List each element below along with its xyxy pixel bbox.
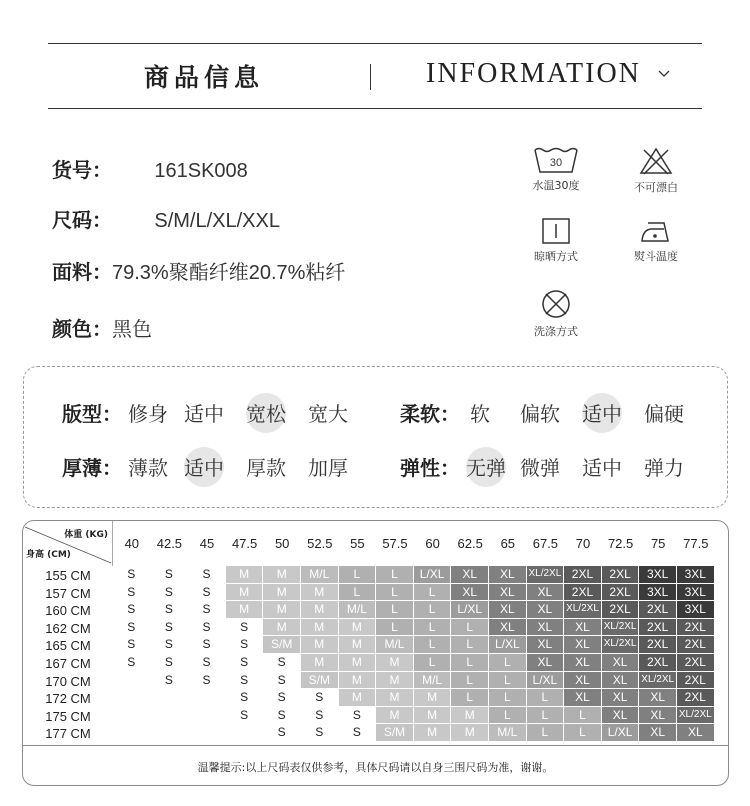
size-chart-footer-rule <box>23 745 728 746</box>
size-cell <box>188 707 226 725</box>
size-cell: XL <box>564 689 602 707</box>
header-divider <box>370 64 371 90</box>
weight-column-header: 77.5 <box>683 536 709 551</box>
size-cell: M <box>301 636 339 654</box>
size-cell: S <box>226 654 264 672</box>
iron-caption: 熨斗温度 <box>634 250 678 263</box>
size-cell: 2XL <box>639 654 677 672</box>
size-cell: M <box>451 707 489 725</box>
size-cell: S <box>151 636 189 654</box>
size-cell <box>113 707 151 725</box>
height-row-header: 170 CM <box>45 673 91 689</box>
size-cell: L <box>564 724 602 742</box>
attr-thickness-option: 薄款 <box>128 456 168 480</box>
size-cell: M <box>376 672 414 690</box>
attr-elasticity-option: 适中 <box>582 456 622 480</box>
size-chart-note: 温馨提示:以上尺码表仅供参考，具体尺码请以自身三围尺码为准，谢谢。 <box>197 761 554 774</box>
attr-softness-option: 软 <box>470 402 490 426</box>
size-cell: 2XL <box>677 619 715 637</box>
size-cell: M <box>263 601 301 619</box>
size-cell: XL <box>489 601 527 619</box>
header-bottom-rule <box>48 108 702 109</box>
line-dry-icon <box>541 217 571 245</box>
weight-column-header: 50 <box>274 536 290 551</box>
weight-column-header: 55 <box>350 536 365 551</box>
header <box>48 44 702 108</box>
size-cell: M <box>263 566 301 584</box>
size-cell: XL/2XL <box>639 672 677 690</box>
size-cell: M/L <box>339 601 377 619</box>
size-cell: M <box>301 654 339 672</box>
size-cell <box>188 689 226 707</box>
size-cell: L <box>527 724 565 742</box>
size-cell: L/XL <box>602 724 640 742</box>
size-cell: S <box>301 689 339 707</box>
size-cell: 2XL <box>564 566 602 584</box>
attr-fit-label: 版型： <box>62 402 122 426</box>
size-cell: S <box>263 654 301 672</box>
size-cell: M <box>339 619 377 637</box>
color-label: 颜色： <box>52 317 112 341</box>
size-cell: 3XL <box>639 566 677 584</box>
size-cell: S <box>188 601 226 619</box>
attr-softness <box>400 398 700 428</box>
size-cell: M <box>263 619 301 637</box>
weight-column-header: 45 <box>199 536 215 551</box>
size-cell: 2XL <box>639 636 677 654</box>
attr-thickness-option: 厚款 <box>246 456 286 480</box>
size-cell: L <box>339 584 377 602</box>
size-value: S/M/L/XL/XXL <box>154 210 280 232</box>
attr-fit <box>62 398 382 428</box>
weight-column-header: 65 <box>500 536 516 551</box>
bleach-caption: 不可漂白 <box>634 181 678 194</box>
size-cell: S/M <box>301 672 339 690</box>
size-cell: M/L <box>489 724 527 742</box>
size-cell: L <box>339 566 377 584</box>
size-cell: M <box>263 584 301 602</box>
size-cell: M <box>376 707 414 725</box>
size-cell: S <box>339 724 377 742</box>
size-cell: M/L <box>414 672 452 690</box>
attr-softness-option: 偏软 <box>520 402 560 426</box>
care-clean <box>516 288 596 339</box>
attr-softness-option: 偏硬 <box>644 402 684 426</box>
attr-elasticity-label: 弹性： <box>400 456 460 480</box>
attr-fit-option: 适中 <box>184 402 224 426</box>
size-cell: XL <box>489 566 527 584</box>
size-cell: S <box>113 601 151 619</box>
size-cell: 2XL <box>639 619 677 637</box>
size-cell: S <box>188 566 226 584</box>
size-cell: M <box>226 601 264 619</box>
size-cell: XL <box>639 724 677 742</box>
size-cell: XL <box>639 707 677 725</box>
size-cell: XL <box>564 619 602 637</box>
size-cell: M <box>226 566 264 584</box>
size-cell: XL <box>602 672 640 690</box>
size-cell: 2XL <box>602 566 640 584</box>
size-cell: L <box>451 672 489 690</box>
weight-column-header: 40 <box>124 536 140 551</box>
size-cell: S <box>226 619 264 637</box>
iron-icon <box>638 217 674 245</box>
size-cell: S <box>301 724 339 742</box>
size-cell: S/M <box>263 636 301 654</box>
attr-thickness-option-selected: 适中 <box>184 452 224 481</box>
size-cell: L <box>527 689 565 707</box>
size-cell: M <box>339 672 377 690</box>
size-cell: M/L <box>376 636 414 654</box>
size-cell: XL <box>489 584 527 602</box>
size-cell: M/L <box>301 566 339 584</box>
height-row-header: 172 CM <box>45 691 91 707</box>
size-cell <box>226 724 264 742</box>
size-cell: L <box>451 619 489 637</box>
weight-axis-label: 体重 (KG) <box>64 530 108 540</box>
attr-elasticity-option: 微弹 <box>520 456 560 480</box>
attr-elasticity <box>400 452 700 482</box>
size-cell: L <box>451 654 489 672</box>
care-iron <box>616 217 696 264</box>
size-label: 尺码： <box>52 208 112 232</box>
size-cell: L <box>527 707 565 725</box>
size-cell: L/XL <box>451 601 489 619</box>
weight-column-header: 42.5 <box>156 536 183 551</box>
size-cell: M <box>301 619 339 637</box>
dry-clean-no-icon <box>540 288 572 320</box>
weight-column-header: 62.5 <box>457 536 483 551</box>
wash-caption: 水温30度 <box>532 179 580 192</box>
attr-thickness-label: 厚薄： <box>62 456 122 480</box>
size-cell: XL/2XL <box>602 636 640 654</box>
size-cell: S <box>188 619 226 637</box>
size-cell: XL <box>527 636 565 654</box>
size-cell: 2XL <box>602 601 640 619</box>
height-row-header: 175 CM <box>45 708 91 724</box>
height-row-header: 167 CM <box>45 656 91 671</box>
size-cell <box>151 707 189 725</box>
size-cell: 2XL <box>677 672 715 690</box>
size-cell: XL <box>451 566 489 584</box>
wash-tub-icon <box>533 146 579 174</box>
size-cell: L <box>489 672 527 690</box>
clean-caption: 洗涤方式 <box>534 325 578 338</box>
height-row-header: 165 CM <box>45 638 91 654</box>
fabric-row <box>52 256 345 285</box>
size-cell: XL <box>564 654 602 672</box>
size-chart-corner <box>23 521 113 566</box>
size-cell: XL <box>451 584 489 602</box>
attr-softness-option-selected: 适中 <box>582 398 622 427</box>
size-cell: 2XL <box>639 601 677 619</box>
care-bleach <box>616 146 696 195</box>
attr-fit-option: 修身 <box>128 402 168 426</box>
size-row <box>52 204 280 233</box>
header-title-cn: 商品信息 <box>144 63 265 92</box>
size-cell: L <box>489 707 527 725</box>
size-cell <box>188 724 226 742</box>
size-cell: L <box>414 619 452 637</box>
size-cell: M <box>414 707 452 725</box>
weight-column-header: 67.5 <box>532 536 559 551</box>
size-cell: S <box>151 672 189 690</box>
weight-column-header: 70 <box>575 536 591 551</box>
size-cell: S <box>226 707 264 725</box>
size-cell: M <box>414 689 452 707</box>
size-cell: XL/2XL <box>564 601 602 619</box>
size-cell: XL <box>677 724 715 742</box>
size-cell: S/M <box>376 724 414 742</box>
no-bleach-icon <box>638 146 674 176</box>
size-cell: L <box>376 584 414 602</box>
attr-fit-option: 宽大 <box>308 402 348 426</box>
size-cell: L <box>414 601 452 619</box>
size-cell: XL/2XL <box>602 619 640 637</box>
size-cell: S <box>151 566 189 584</box>
size-cell: S <box>339 707 377 725</box>
size-cell: XL <box>639 689 677 707</box>
size-cell: M <box>451 724 489 742</box>
size-cell: L/XL <box>527 672 565 690</box>
size-cell: M <box>339 689 377 707</box>
size-cell: M <box>301 601 339 619</box>
size-cell: S <box>226 636 264 654</box>
size-cell: 2XL <box>677 689 715 707</box>
height-row-header: 157 CM <box>45 585 91 601</box>
weight-column-header: 47.5 <box>231 536 258 551</box>
size-cell <box>113 724 151 742</box>
size-cell: S <box>263 707 301 725</box>
weight-column-header: 75 <box>650 536 666 551</box>
header-title-en: INFORMATION <box>426 58 641 89</box>
color-row <box>52 313 152 342</box>
height-row-header: 162 CM <box>45 620 91 636</box>
size-cell: S <box>188 636 226 654</box>
size-cell: S <box>151 601 189 619</box>
size-cell: S <box>151 654 189 672</box>
size-cell: L/XL <box>489 636 527 654</box>
size-cell: L <box>414 636 452 654</box>
weight-column-header: 52.5 <box>307 536 333 551</box>
size-cell: S <box>226 689 264 707</box>
size-cell: 3XL <box>677 584 715 602</box>
care-dry <box>516 217 596 264</box>
size-cell: M <box>339 654 377 672</box>
size-cell: 2XL <box>602 584 640 602</box>
size-cell <box>151 689 189 707</box>
size-cell: S <box>263 724 301 742</box>
sku-label: 货号： <box>52 158 112 182</box>
size-cell: XL <box>602 654 640 672</box>
size-cell: 2XL <box>564 584 602 602</box>
size-cell: M <box>376 654 414 672</box>
attr-elasticity-option: 弹力 <box>644 456 684 480</box>
weight-column-header: 57.5 <box>382 536 408 551</box>
size-cell: XL <box>527 601 565 619</box>
size-cell <box>113 689 151 707</box>
size-cell: 3XL <box>639 584 677 602</box>
size-cell: L <box>376 566 414 584</box>
wash-temp-text: 30 <box>549 157 563 169</box>
attr-thickness <box>62 452 382 482</box>
size-cell: XL <box>527 654 565 672</box>
size-cell: M <box>301 584 339 602</box>
size-cell: L <box>564 707 602 725</box>
size-cell: XL <box>527 584 565 602</box>
size-cell: S <box>151 619 189 637</box>
size-cell: 3XL <box>677 601 715 619</box>
size-cell: S <box>113 566 151 584</box>
height-axis-label: 身高 (CM) <box>26 550 71 560</box>
size-cell: L <box>414 654 452 672</box>
sku-value: 161SK008 <box>154 160 248 182</box>
sku-row <box>52 154 248 183</box>
size-cell: S <box>113 654 151 672</box>
size-cell: S <box>226 672 264 690</box>
dry-caption: 晾晒方式 <box>534 250 578 263</box>
size-cell: L <box>414 584 452 602</box>
care-wash <box>516 146 596 193</box>
weight-column-header: 72.5 <box>607 536 634 551</box>
size-cell: S <box>113 619 151 637</box>
attr-thickness-option: 加厚 <box>308 456 348 480</box>
weight-column-header: 60 <box>425 536 440 551</box>
size-cell: S <box>263 689 301 707</box>
size-cell: S <box>151 584 189 602</box>
size-cell: S <box>188 654 226 672</box>
attr-elasticity-option-selected: 无弹 <box>466 452 506 481</box>
size-cell: L <box>451 636 489 654</box>
size-cell: XL <box>564 636 602 654</box>
size-cell: XL <box>602 689 640 707</box>
size-cell: L/XL <box>414 566 452 584</box>
size-chart <box>22 520 729 786</box>
attr-fit-option-selected: 宽松 <box>246 398 286 427</box>
size-cell: L <box>489 654 527 672</box>
size-cell: L <box>376 619 414 637</box>
size-cell: S <box>263 672 301 690</box>
size-cell: XL <box>564 672 602 690</box>
size-cell: M <box>376 689 414 707</box>
size-cell <box>113 672 151 690</box>
size-cell: 2XL <box>677 636 715 654</box>
size-cell: S <box>113 584 151 602</box>
size-cell: L <box>376 601 414 619</box>
fabric-label: 面料： <box>52 260 112 284</box>
size-cell: S <box>301 707 339 725</box>
attr-softness-label: 柔软： <box>400 402 460 426</box>
size-cell: S <box>188 584 226 602</box>
size-cell: 3XL <box>677 566 715 584</box>
size-cell: M <box>226 584 264 602</box>
color-value: 黑色 <box>112 319 152 341</box>
height-row-header: 160 CM <box>45 603 91 619</box>
size-cell: S <box>113 636 151 654</box>
fabric-value: 79.3%聚酯纤维20.7%粘纤 <box>112 262 346 284</box>
size-cell: M <box>414 724 452 742</box>
size-cell <box>151 724 189 742</box>
chevron-down-icon[interactable] <box>658 70 670 78</box>
size-cell: L <box>451 689 489 707</box>
height-row-header: 177 CM <box>45 726 91 742</box>
size-cell: XL <box>602 707 640 725</box>
size-cell: XL <box>527 619 565 637</box>
size-cell: 2XL <box>677 654 715 672</box>
attribute-panel <box>23 366 728 508</box>
size-cell: XL/2XL <box>527 566 565 584</box>
size-cell: L <box>489 689 527 707</box>
height-row-header: 155 CM <box>45 568 91 583</box>
size-cell: M <box>339 636 377 654</box>
size-cell: S <box>188 672 226 690</box>
size-cell: XL <box>489 619 527 637</box>
size-cell: XL/2XL <box>677 707 715 725</box>
